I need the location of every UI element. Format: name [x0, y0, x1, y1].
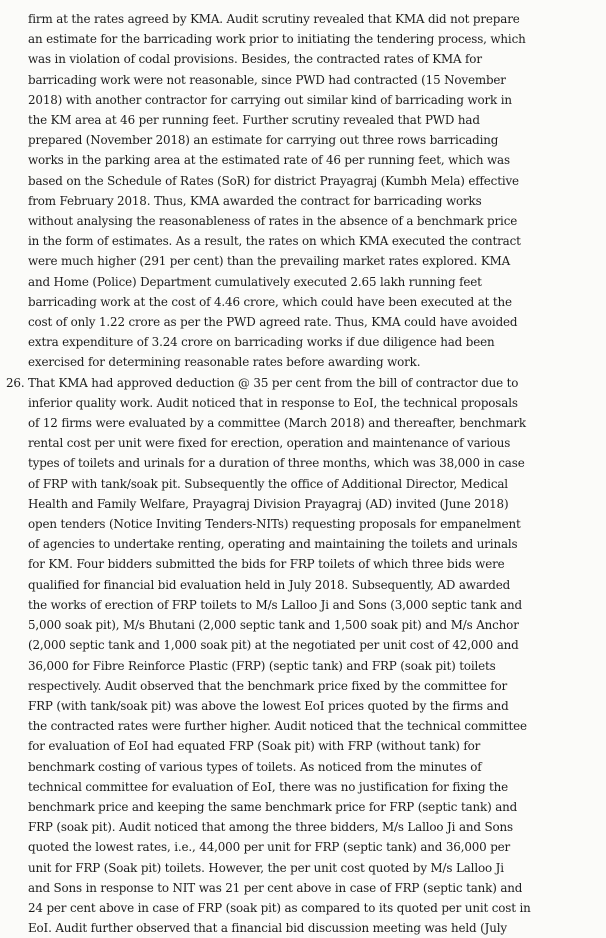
text-line: extra expenditure of 3.24 crore on barricading works if due diligence had been: [28, 335, 495, 350]
text-line: of FRP with tank/soak pit. Subsequently the office of Additional Director, Medical: [28, 476, 508, 491]
text-line: the works of erection of FRP toilets to M/s Lalloo Ji and Sons (3,000 septic tank and: [28, 597, 523, 612]
paragraph-26: [6, 373, 584, 938]
text-line: That KMA had approved deduction @ 35 per cent from the bill of contractor due to: [28, 375, 519, 390]
text-line: the KM area at 46 per running feet. Further scrutiny revealed that PWD had: [28, 113, 480, 128]
text-line: firm at the rates agreed by KMA. Audit scrutiny revealed that KMA did not prepare: [28, 12, 520, 26]
text-line: was in violation of codal provisions. Besides, the contracted rates of KMA for: [28, 52, 482, 67]
text-line: inferior quality work. Audit noticed that in response to EoI, the technical proposals: [28, 395, 518, 410]
text-line: FRP (soak pit). Audit noticed that among the three bidders, M/s Lalloo Ji and Sons: [28, 820, 513, 835]
paragraph-26-body: [28, 373, 584, 938]
text-line: technical committee for evaluation of EoI, there was no justification for fixing the: [28, 779, 509, 794]
text-line: cost of only 1.22 crore as per the PWD agreed rate. Thus, KMA could have avoided: [28, 315, 518, 330]
text-line: were much higher (291 per cent) than the prevailing market rates explored. KMA: [28, 254, 511, 269]
text-line: the contracted rates were further higher. Audit noticed that the technical committee: [28, 719, 527, 734]
text-line: Health and Family Welfare, Prayagraj Division Prayagraj (AD) invited (June 2018): [28, 496, 509, 511]
text-line: without analysing the reasonableness of rates in the absence of a benchmark price: [28, 214, 518, 229]
text-line: of 12 firms were evaluated by a committee (March 2018) and thereafter, benchmark: [28, 416, 526, 431]
text-line: FRP (with tank/soak pit) was above the lowest EoI prices quoted by the firms and: [28, 698, 509, 713]
text-line: barricading work at the cost of 4.46 crore, which could have been executed at the: [28, 294, 512, 309]
text-line: EoI. Audit further observed that a financial bid discussion meeting was held (July: [28, 921, 507, 936]
text-line: exercised for determining reasonable rates before awarding work.: [28, 355, 421, 370]
text-line: based on the Schedule of Rates (SoR) for district Prayagraj (Kumbh Mela) effective: [28, 173, 519, 188]
text-line: respectively. Audit observed that the benchmark price fixed by the committee for: [28, 678, 508, 693]
text-line: prepared (November 2018) an estimate for carrying out three rows barricading: [28, 133, 499, 148]
text-line: works in the parking area at the estimated rate of 46 per running feet, which was: [28, 153, 510, 168]
text-line: rental cost per unit were fixed for erection, operation and maintenance of various: [28, 436, 511, 451]
text-line: and Sons in response to NIT was 21 per cent above in case of FRP (septic tank) and: [28, 880, 523, 895]
text-line: (2,000 septic tank and 1,000 soak pit) at the negotiated per unit cost of 42,000 and: [28, 638, 519, 653]
text-line: 36,000 for Fibre Reinforce Plastic (FRP) (septic tank) and FRP (soak pit) toilets: [28, 658, 496, 673]
text-line: for KM. Four bidders submitted the bids for FRP toilets of which three bids were: [28, 557, 505, 572]
text-line: 24 per cent above in case of FRP (soak pit) as compared to its quoted per unit cost in: [28, 900, 531, 915]
text-line: unit for FRP (Soak pit) toilets. However, the per unit cost quoted by M/s Lalloo Ji: [28, 860, 504, 875]
text-line: from February 2018. Thus, KMA awarded the contract for barricading works: [28, 193, 482, 208]
text-line: 2018) with another contractor for carrying out similar kind of barricading work in: [28, 92, 512, 107]
text-line: of agencies to undertake renting, operating and maintaining the toilets and urinals: [28, 537, 518, 552]
text-line: benchmark costing of various types of toilets. As noticed from the minutes of: [28, 759, 482, 774]
text-line: and Home (Police) Department cumulatively executed 2.65 lakh running feet: [28, 274, 482, 289]
paragraph-number: 26.: [6, 375, 25, 390]
text-line: types of toilets and urinals for a duration of three months, which was 38,000 in case: [28, 456, 525, 471]
paragraph-continued: [28, 9, 584, 373]
text-line: open tenders (Notice Inviting Tenders-NITs) requesting proposals for empanelment: [28, 517, 521, 532]
text-line: 5,000 soak pit), M/s Bhutani (2,000 septic tank and 1,500 soak pit) and M/s Anchor: [28, 618, 519, 633]
text-line: barricading work were not reasonable, since PWD had contracted (15 November: [28, 72, 506, 87]
text-line: benchmark price and keeping the same benchmark price for FRP (septic tank) and: [28, 799, 518, 814]
text-line: for evaluation of EoI had equated FRP (Soak pit) with FRP (without tank) for: [28, 739, 481, 754]
text-line: in the form of estimates. As a result, the rates on which KMA executed the contract: [28, 234, 521, 249]
text-line: qualified for financial bid evaluation held in July 2018. Subsequently, AD awarded: [28, 577, 511, 592]
text-line: an estimate for the barricading work prior to initiating the tendering process, which: [28, 32, 526, 47]
text-line: quoted the lowest rates, i.e., 44,000 per unit for FRP (septic tank) and 36,000 per: [28, 840, 511, 855]
